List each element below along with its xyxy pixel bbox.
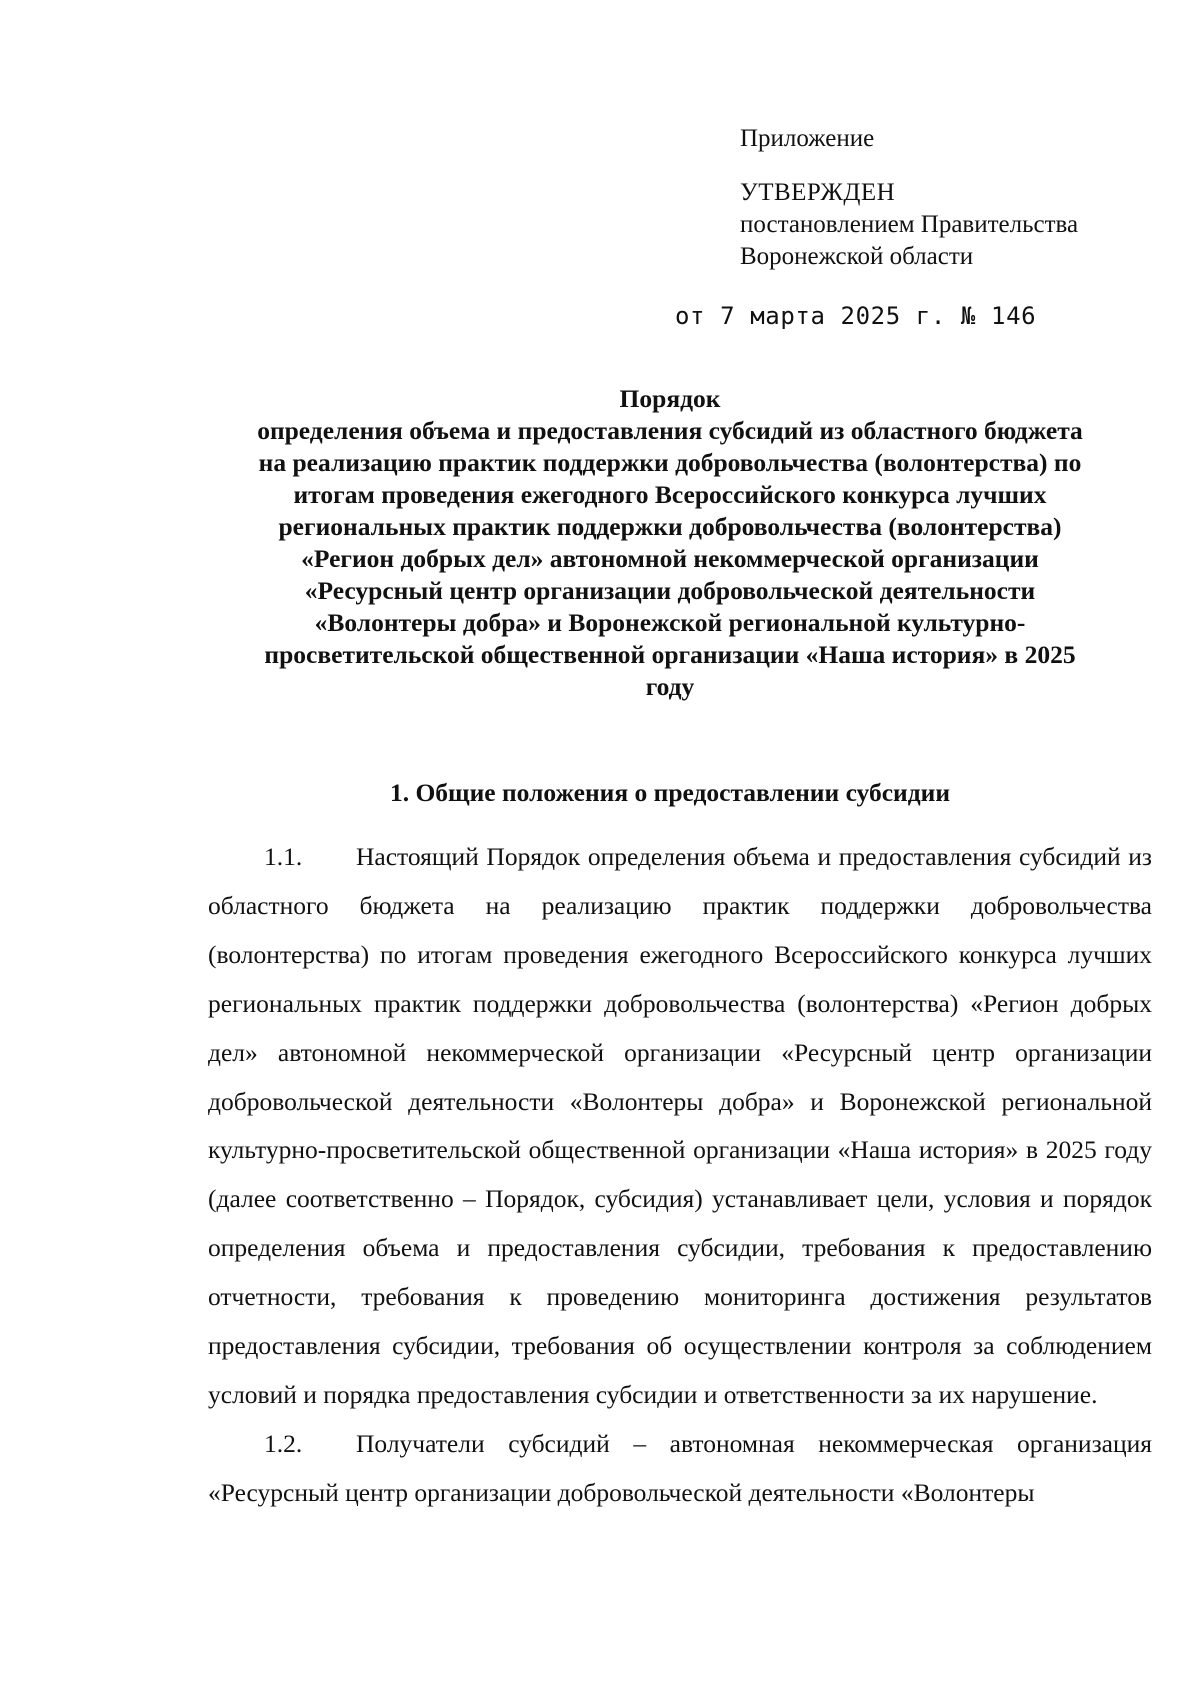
paragraph-1-2: [208, 1420, 1152, 1518]
document-title: [190, 383, 1150, 703]
section-1-heading: 1. Общие положения о предоставлении субсидии: [389, 778, 951, 807]
title-line: итогам проведения ежегодного Всероссийского конкурса лучших: [293, 480, 1047, 509]
paragraph-1-1: [208, 833, 1152, 1420]
title-line: на реализацию практик поддержки добровольчества (волонтерства) по: [258, 448, 1082, 477]
approved-label: УТВЕРЖДЕН: [740, 179, 896, 206]
title-line: региональных практик поддержки добровольчества (волонтерства): [278, 512, 1062, 541]
paragraph-number: 1.2.: [264, 1428, 303, 1458]
title-line: «Регион добрых дел» автономной некоммерческой организации: [301, 544, 1039, 573]
approver-line-2: Воронежской области: [740, 243, 974, 270]
title-line: «Ресурсный центр организации добровольческой деятельности: [304, 576, 1036, 605]
title-line: определения объема и предоставления субсидий из областного бюджета: [257, 416, 1083, 445]
title-line: «Волонтеры добра» и Воронежской региональной культурно-: [314, 608, 1026, 637]
approval-stamp-block: [740, 123, 1180, 273]
title-heading: Порядок: [619, 384, 721, 413]
paragraph-text: Настоящий Порядок определения объема и предоставления субсидий из областного бюджета на реализацию практик поддержки добровольчества (волонтерства) по итогам проведения ежегодного Всероссийского конкурса лучших региональных практик поддержки добровольчества (волонтерства) «Регион добрых дел» автономной некоммерческой организации «Ресурсный центр организации добровольческой деятельности «Волонтеры добра» и Воронежской региональной культурно-просветительской общественной организации «Наша история» в 2025 году (далее соответственно – Порядок, субсидия) устанавливает цели, условия и порядок определения объема и предоставления субсидии, требования к предоставлению отчетности, требования к проведению мониторинга достижения результатов предоставления субсидии, требования об осуществлении контроля за соблюдением условий и порядка предоставления субсидии и ответственности за их нарушение.: [208, 842, 1152, 1409]
title-line: году: [645, 672, 695, 701]
decree-date-number: от 7 марта 2025 г. № 146: [675, 302, 1037, 330]
section-1-body: [208, 833, 1152, 1518]
approver-line-1: постановлением Правительства: [740, 211, 1079, 238]
appendix-label: Приложение: [740, 125, 875, 152]
title-line: просветительской общественной организации «Наша история» в 2025: [264, 640, 1076, 669]
paragraph-text: Получатели субсидий – автономная некоммерческая организация «Ресурсный центр организации добровольческой деятельности «Волонтеры: [208, 1428, 1152, 1507]
paragraph-number: 1.1.: [264, 842, 303, 871]
